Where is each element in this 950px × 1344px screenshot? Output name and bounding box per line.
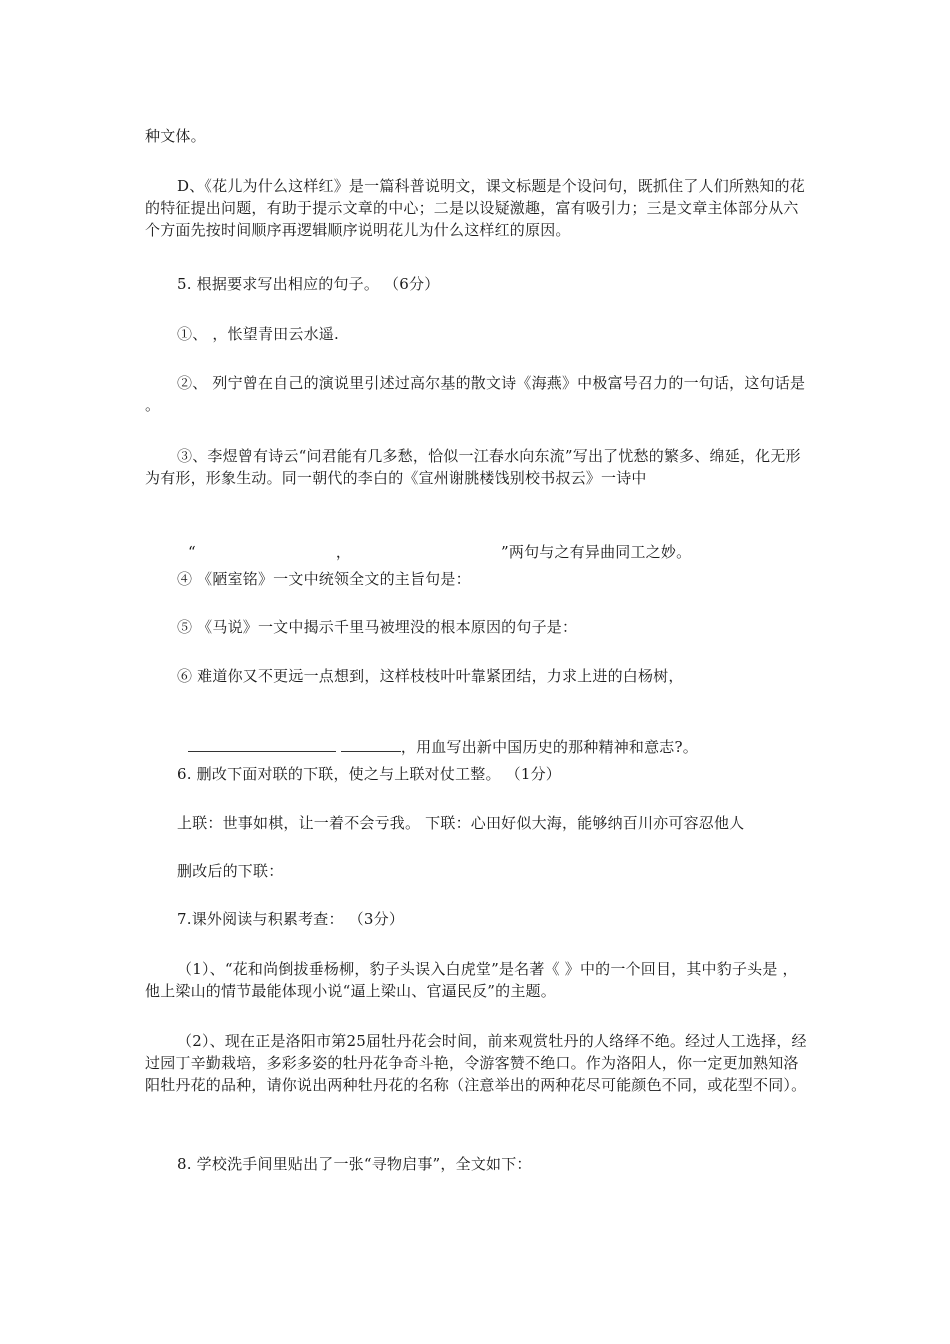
question-5-item-1: ①、 ，怅望青田云水遥. [177, 325, 339, 343]
question-7-title: 7.课外阅读与积累考查： （3分） [177, 910, 405, 928]
answer-blank-2[interactable] [341, 737, 401, 752]
option-d-paragraph: D、《花儿为什么这样红》是一篇科普说明文，课文标题是个设问句，既抓住了人们所熟知的花的特征提出问题，有助于提示文章的中心；二是以设疑激趣，富有吸引力；三是文章主体部分从六个方面先按时间顺序再逻辑顺序说明花儿为什么这样红的原因。 [145, 177, 805, 239]
answer-blank-1[interactable] [188, 737, 336, 752]
open-quote: “ [187, 543, 196, 561]
question-5-item-3-continued [178, 519, 810, 563]
item-6-tail: ，用血写出新中国历史的那种精神和意志?。 [400, 738, 698, 756]
question-6-title: 6. 删改下面对联的下联，使之与上联对仗工整。 （1分） [177, 765, 561, 783]
question-5-item-5: ⑤ 《马说》一文中揭示千里马被埋没的根本原因的句子是： [177, 618, 578, 636]
question-7-item-1: （1）、“花和尚倒拔垂杨柳，豹子头误入白虎堂”是名著《 》中的一个回目，其中豹子头是 ，他上梁山的情节最能体现小说“逼上梁山、官逼民反”的主题。 [145, 960, 798, 1000]
comma: ， [335, 543, 352, 561]
question-8-title: 8. 学校洗手间里贴出了一张“寻物启事”，全文如下： [177, 1155, 532, 1173]
close-quote-text: ”两句与之有异曲同工之妙。 [501, 543, 692, 561]
question-5-item-6: ⑥ 难道你又不更远一点想到，这样枝枝叶叶靠紧团结，力求上进的白杨树， [177, 667, 684, 685]
question-6-answer-prompt: 删改后的下联： [177, 862, 284, 880]
question-5-item-2: ②、 列宁曾在自己的演说里引述过高尔基的散文诗《海燕》中极富号召力的一句话，这句话是 。 [145, 374, 811, 414]
question-5-item-3: ③、李煜曾有诗云“问君能有几多愁，恰似一江春水向东流”写出了忧愁的繁多、绵延，化无形为有形，形象生动。同一朝代的李白的《宣州谢朓楼饯别校书叔云》一诗中 [145, 447, 801, 487]
question-6-couplet: 上联：世事如棋，让一着不会亏我。 下联：心田好似大海，能够纳百川亦可容忍他人 [177, 814, 745, 832]
question-5-item-6-continued [178, 714, 810, 758]
question-5-item-4: ④ 《陋室铭》一文中统领全文的主旨句是： [177, 570, 471, 588]
paragraph-continuation: 种文体。 [145, 127, 206, 145]
question-7-item-2: （2）、现在正是洛阳市第25届牡丹花会时间，前来观赏牡丹的人络绎不绝。经过人工选择，经过园丁辛勤栽培，多彩多姿的牡丹花争奇斗艳，令游客赞不绝口。作为洛阳人，你一定更加熟知洛阳牡丹花的品种，请你说出两种牡丹花的名称（注意举出的两种花尽可能颜色不同，或花型不同）。 [145, 1032, 807, 1094]
question-5-title: 5. 根据要求写出相应的句子。 （6分） [177, 275, 440, 293]
